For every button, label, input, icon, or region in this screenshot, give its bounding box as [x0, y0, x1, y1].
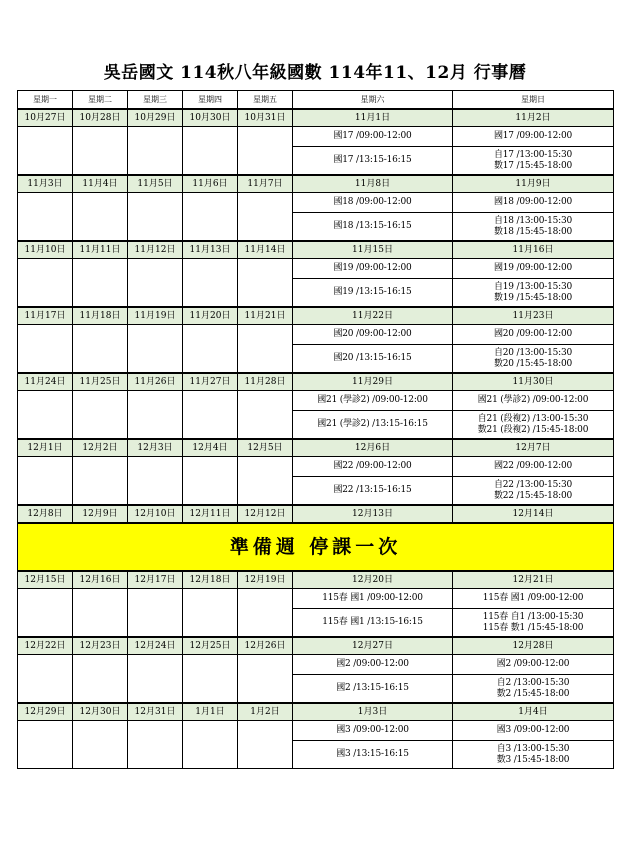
sun-morning-class: 國17 /09:00-12:00 — [453, 127, 614, 147]
date-cell: 12月24日 — [128, 637, 183, 655]
empty-cell — [73, 193, 128, 242]
sun-science-class: 自22 /13:00-15:30 — [493, 479, 573, 490]
empty-cell — [73, 391, 128, 440]
date-cell: 11月28日 — [238, 373, 293, 391]
date-cell: 11月20日 — [183, 307, 238, 325]
empty-cell — [128, 259, 183, 308]
sun-science-class: 自18 /13:00-15:30 — [493, 215, 573, 226]
sun-math-class: 數2 /15:45-18:00 — [496, 688, 570, 699]
date-cell: 10月28日 — [73, 109, 128, 127]
empty-cell — [183, 127, 238, 176]
date-cell: 1月3日 — [293, 703, 453, 721]
empty-cell — [73, 325, 128, 374]
sun-math-class: 115春 數1 /15:45-18:00 — [482, 622, 584, 633]
date-cell: 12月22日 — [18, 637, 73, 655]
notice-banner: 準備週 停課一次 — [18, 523, 614, 571]
sun-afternoon-classes — [453, 477, 614, 506]
sun-math-class: 數17 /15:45-18:00 — [493, 160, 573, 171]
date-cell: 12月7日 — [453, 439, 614, 457]
date-cell: 12月16日 — [73, 571, 128, 589]
empty-cell — [238, 391, 293, 440]
date-cell: 11月12日 — [128, 241, 183, 259]
sun-morning-class: 115春 國1 /09:00-12:00 — [453, 589, 614, 609]
sun-morning-class: 國2 /09:00-12:00 — [453, 655, 614, 675]
header-fri: 星期五 — [238, 91, 293, 110]
date-cell: 12月6日 — [293, 439, 453, 457]
empty-cell — [128, 589, 183, 638]
empty-cell — [238, 325, 293, 374]
date-cell: 12月19日 — [238, 571, 293, 589]
sun-afternoon-classes — [453, 279, 614, 308]
date-cell: 12月28日 — [453, 637, 614, 655]
date-cell: 12月23日 — [73, 637, 128, 655]
sun-afternoon-classes — [453, 609, 614, 638]
date-row — [18, 439, 614, 457]
empty-cell — [183, 391, 238, 440]
date-cell: 10月27日 — [18, 109, 73, 127]
empty-cell — [73, 457, 128, 506]
sat-morning-class: 國17 /09:00-12:00 — [293, 127, 453, 147]
date-cell: 1月4日 — [453, 703, 614, 721]
sat-morning-class: 國22 /09:00-12:00 — [293, 457, 453, 477]
sun-math-class: 數18 /15:45-18:00 — [493, 226, 573, 237]
sun-science-class: 自17 /13:00-15:30 — [493, 149, 573, 160]
empty-cell — [18, 325, 73, 374]
date-cell: 12月4日 — [183, 439, 238, 457]
sat-morning-class: 國3 /09:00-12:00 — [293, 721, 453, 741]
empty-cell — [73, 259, 128, 308]
sun-morning-class: 國21 (學診2) /09:00-12:00 — [453, 391, 614, 411]
empty-cell — [128, 193, 183, 242]
empty-cell — [128, 127, 183, 176]
empty-cell — [183, 325, 238, 374]
empty-cell — [73, 589, 128, 638]
date-cell: 11月16日 — [453, 241, 614, 259]
date-cell: 12月11日 — [183, 505, 238, 523]
empty-cell — [18, 457, 73, 506]
date-cell: 12月29日 — [18, 703, 73, 721]
date-cell: 11月3日 — [18, 175, 73, 193]
date-cell: 11月2日 — [453, 109, 614, 127]
date-cell: 11月13日 — [183, 241, 238, 259]
sun-morning-class: 國18 /09:00-12:00 — [453, 193, 614, 213]
date-cell: 12月27日 — [293, 637, 453, 655]
sat-afternoon-class: 國17 /13:15-16:15 — [293, 147, 453, 176]
morning-row — [18, 655, 614, 675]
date-cell: 11月17日 — [18, 307, 73, 325]
header-wed: 星期三 — [128, 91, 183, 110]
date-row — [18, 637, 614, 655]
empty-cell — [238, 193, 293, 242]
empty-cell — [73, 721, 128, 769]
sat-morning-class: 國20 /09:00-12:00 — [293, 325, 453, 345]
page-title: 吳岳國文 114秋八年級國數 114年11、12月 行事曆 — [103, 63, 527, 83]
sun-morning-class: 國19 /09:00-12:00 — [453, 259, 614, 279]
header-mon: 星期一 — [18, 91, 73, 110]
date-cell: 12月1日 — [18, 439, 73, 457]
sun-morning-class: 國20 /09:00-12:00 — [453, 325, 614, 345]
sun-afternoon-classes — [453, 213, 614, 242]
date-cell: 11月14日 — [238, 241, 293, 259]
date-cell: 11月26日 — [128, 373, 183, 391]
empty-cell — [183, 193, 238, 242]
date-cell: 11月6日 — [183, 175, 238, 193]
calendar-table — [17, 90, 614, 769]
date-row — [18, 175, 614, 193]
empty-cell — [128, 655, 183, 704]
empty-cell — [238, 721, 293, 769]
header-tue: 星期二 — [73, 91, 128, 110]
sat-afternoon-class: 115春 國1 /13:15-16:15 — [293, 609, 453, 638]
date-row — [18, 373, 614, 391]
header-row — [18, 91, 614, 110]
empty-cell — [183, 589, 238, 638]
header-thu: 星期四 — [183, 91, 238, 110]
empty-cell — [238, 457, 293, 506]
morning-row — [18, 457, 614, 477]
sun-afternoon-classes — [453, 345, 614, 374]
empty-cell — [183, 457, 238, 506]
morning-row — [18, 391, 614, 411]
empty-cell — [18, 589, 73, 638]
sun-science-class: 自20 /13:00-15:30 — [493, 347, 573, 358]
date-cell: 11月8日 — [293, 175, 453, 193]
notice-row — [18, 523, 614, 571]
morning-row — [18, 721, 614, 741]
sat-afternoon-class: 國20 /13:15-16:15 — [293, 345, 453, 374]
sun-science-class: 自19 /13:00-15:30 — [493, 281, 573, 292]
date-cell: 11月5日 — [128, 175, 183, 193]
empty-cell — [18, 721, 73, 769]
date-cell: 11月18日 — [73, 307, 128, 325]
date-cell: 12月8日 — [18, 505, 73, 523]
date-cell: 10月30日 — [183, 109, 238, 127]
sat-morning-class: 國19 /09:00-12:00 — [293, 259, 453, 279]
date-row — [18, 307, 614, 325]
date-cell: 12月14日 — [453, 505, 614, 523]
date-cell: 12月18日 — [183, 571, 238, 589]
date-cell: 12月26日 — [238, 637, 293, 655]
date-cell: 12月17日 — [128, 571, 183, 589]
sun-science-class: 自21 (段複2) /13:00-15:30 — [477, 413, 589, 424]
sat-afternoon-class: 國19 /13:15-16:15 — [293, 279, 453, 308]
empty-cell — [73, 655, 128, 704]
date-cell: 11月9日 — [453, 175, 614, 193]
sat-afternoon-class: 國3 /13:15-16:15 — [293, 741, 453, 769]
date-cell: 12月20日 — [293, 571, 453, 589]
morning-row — [18, 193, 614, 213]
empty-cell — [18, 193, 73, 242]
sun-science-class: 自2 /13:00-15:30 — [496, 677, 570, 688]
sun-math-class: 數22 /15:45-18:00 — [493, 490, 573, 501]
date-cell: 12月21日 — [453, 571, 614, 589]
date-cell: 12月2日 — [73, 439, 128, 457]
morning-row — [18, 589, 614, 609]
sat-morning-class: 國2 /09:00-12:00 — [293, 655, 453, 675]
sun-science-class: 115春 自1 /13:00-15:30 — [482, 611, 584, 622]
date-cell: 11月21日 — [238, 307, 293, 325]
sun-afternoon-classes — [453, 147, 614, 176]
date-cell: 12月3日 — [128, 439, 183, 457]
date-cell: 11月27日 — [183, 373, 238, 391]
date-row — [18, 571, 614, 589]
date-cell: 12月31日 — [128, 703, 183, 721]
date-cell: 11月24日 — [18, 373, 73, 391]
empty-cell — [128, 721, 183, 769]
sun-math-class: 數19 /15:45-18:00 — [493, 292, 573, 303]
morning-row — [18, 259, 614, 279]
morning-row — [18, 325, 614, 345]
sat-morning-class: 115春 國1 /09:00-12:00 — [293, 589, 453, 609]
header-sat: 星期六 — [293, 91, 453, 110]
date-row — [18, 241, 614, 259]
date-cell: 11月19日 — [128, 307, 183, 325]
date-row — [18, 109, 614, 127]
sun-science-class: 自3 /13:00-15:30 — [496, 743, 570, 754]
date-cell: 11月4日 — [73, 175, 128, 193]
date-cell: 11月30日 — [453, 373, 614, 391]
sun-math-class: 數3 /15:45-18:00 — [496, 754, 570, 765]
date-cell: 11月25日 — [73, 373, 128, 391]
sat-afternoon-class: 國2 /13:15-16:15 — [293, 675, 453, 704]
date-cell: 11月22日 — [293, 307, 453, 325]
date-cell: 1月2日 — [238, 703, 293, 721]
sun-afternoon-classes — [453, 741, 614, 769]
date-cell: 12月25日 — [183, 637, 238, 655]
date-cell: 10月29日 — [128, 109, 183, 127]
empty-cell — [238, 259, 293, 308]
sun-afternoon-classes — [453, 411, 614, 440]
date-row — [18, 703, 614, 721]
empty-cell — [18, 127, 73, 176]
date-cell: 12月15日 — [18, 571, 73, 589]
empty-cell — [238, 589, 293, 638]
date-cell: 12月30日 — [73, 703, 128, 721]
empty-cell — [183, 655, 238, 704]
empty-cell — [128, 457, 183, 506]
date-cell: 11月11日 — [73, 241, 128, 259]
empty-cell — [18, 259, 73, 308]
date-cell: 12月13日 — [293, 505, 453, 523]
date-cell: 11月7日 — [238, 175, 293, 193]
empty-cell — [73, 127, 128, 176]
empty-cell — [18, 391, 73, 440]
sat-afternoon-class: 國22 /13:15-16:15 — [293, 477, 453, 506]
date-cell: 11月1日 — [293, 109, 453, 127]
empty-cell — [18, 655, 73, 704]
date-cell: 12月5日 — [238, 439, 293, 457]
sun-math-class: 數21 (段複2) /15:45-18:00 — [477, 424, 589, 435]
sun-math-class: 數20 /15:45-18:00 — [493, 358, 573, 369]
empty-cell — [128, 391, 183, 440]
date-cell: 12月12日 — [238, 505, 293, 523]
date-cell: 1月1日 — [183, 703, 238, 721]
empty-cell — [238, 655, 293, 704]
empty-cell — [238, 127, 293, 176]
empty-cell — [183, 259, 238, 308]
sat-afternoon-class: 國18 /13:15-16:15 — [293, 213, 453, 242]
date-cell: 11月23日 — [453, 307, 614, 325]
sun-morning-class: 國3 /09:00-12:00 — [453, 721, 614, 741]
date-row — [18, 505, 614, 523]
date-cell: 12月10日 — [128, 505, 183, 523]
date-cell: 11月10日 — [18, 241, 73, 259]
sat-morning-class: 國21 (學診2) /09:00-12:00 — [293, 391, 453, 411]
date-cell: 10月31日 — [238, 109, 293, 127]
empty-cell — [183, 721, 238, 769]
date-cell: 11月29日 — [293, 373, 453, 391]
sun-morning-class: 國22 /09:00-12:00 — [453, 457, 614, 477]
sun-afternoon-classes — [453, 675, 614, 704]
date-cell: 12月9日 — [73, 505, 128, 523]
sat-morning-class: 國18 /09:00-12:00 — [293, 193, 453, 213]
date-cell: 11月15日 — [293, 241, 453, 259]
sat-afternoon-class: 國21 (學診2) /13:15-16:15 — [293, 411, 453, 440]
header-sun: 星期日 — [453, 91, 614, 110]
morning-row — [18, 127, 614, 147]
empty-cell — [128, 325, 183, 374]
